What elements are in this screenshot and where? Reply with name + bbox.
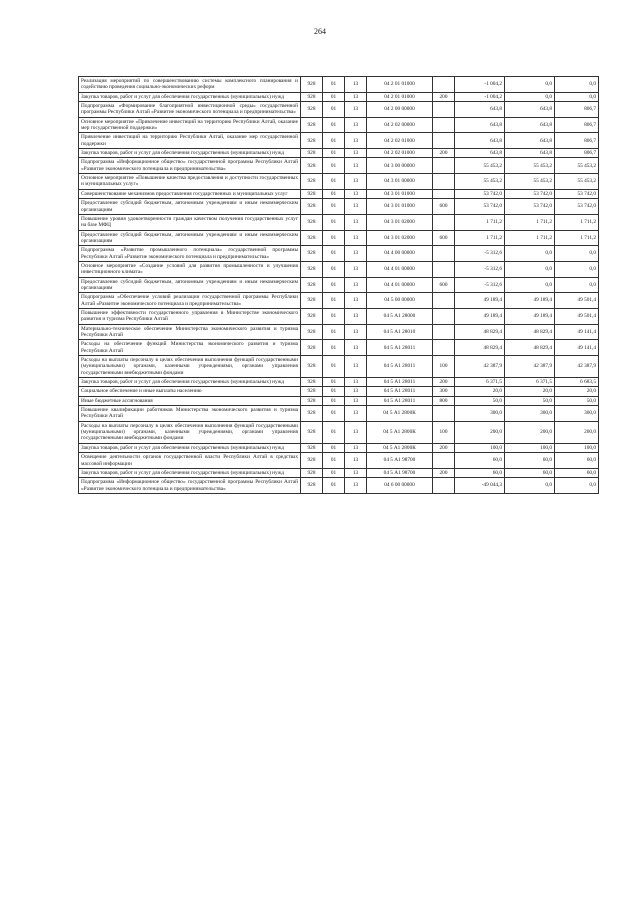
amount-year3-cell: 1 711,2 bbox=[555, 230, 599, 246]
section-cell: 01 bbox=[323, 102, 345, 118]
expense-type-cell bbox=[433, 158, 455, 174]
expense-type-cell bbox=[433, 324, 455, 340]
expense-type-cell bbox=[433, 174, 455, 190]
name-cell: Основное мероприятие «Создание условий для развития промышленности и улучшения инвестиционного климата» bbox=[79, 261, 301, 277]
amount-year3-cell: 60,0 bbox=[555, 468, 599, 477]
expense-type-cell: 800 bbox=[433, 396, 455, 405]
amount-year2-cell: 643,8 bbox=[505, 133, 555, 149]
amount-year2-cell: 42 387,9 bbox=[505, 356, 555, 378]
subsection-cell: 13 bbox=[345, 117, 367, 133]
kvsr-cell: 928 bbox=[301, 174, 323, 190]
section-cell: 01 bbox=[323, 396, 345, 405]
amount-year2-cell: 0,0 bbox=[505, 478, 555, 494]
kvsr-cell: 928 bbox=[301, 149, 323, 158]
table-row bbox=[79, 453, 599, 469]
subsection-cell: 13 bbox=[345, 77, 367, 93]
amount-year2-cell: 6 371,5 bbox=[505, 378, 555, 387]
amount-year2-cell: 49 189,4 bbox=[505, 308, 555, 324]
subsection-cell: 13 bbox=[345, 158, 367, 174]
target-article-cell: 04 5 00 00000 bbox=[367, 293, 433, 309]
table-row bbox=[79, 478, 599, 494]
table-row bbox=[79, 214, 599, 230]
table-row bbox=[79, 133, 599, 149]
target-article-cell: 04 2 02 01000 bbox=[367, 133, 433, 149]
page-number: 264 bbox=[314, 27, 326, 36]
amount-year2-cell: 49 189,4 bbox=[505, 293, 555, 309]
name-cell: Материально-техническое обеспечение Министерства экономического развития и туризма Республики Алтай bbox=[79, 324, 301, 340]
section-cell: 01 bbox=[323, 443, 345, 452]
subsection-cell: 13 bbox=[345, 133, 367, 149]
section-cell: 01 bbox=[323, 133, 345, 149]
kvsr-cell: 928 bbox=[301, 396, 323, 405]
kvsr-cell: 928 bbox=[301, 230, 323, 246]
amount-year1-cell: 55 453,2 bbox=[455, 158, 505, 174]
amount-year2-cell: 53 742,0 bbox=[505, 189, 555, 198]
section-cell: 01 bbox=[323, 246, 345, 262]
table-row bbox=[79, 308, 599, 324]
name-cell: Закупка товаров, работ и услуг для обеспечения государственных (муниципальных) нужд bbox=[79, 468, 301, 477]
expense-type-cell bbox=[433, 77, 455, 93]
kvsr-cell: 928 bbox=[301, 102, 323, 118]
amount-year3-cell: 49 501,4 bbox=[555, 308, 599, 324]
amount-year2-cell: 200,0 bbox=[505, 421, 555, 443]
amount-year2-cell: 300,0 bbox=[505, 406, 555, 422]
name-cell: Подпрограмма «Формирование благоприятной инвестиционной среды» государственной программы Республики Алтай «Развитие экономического потенциала и предпринимательства» bbox=[79, 102, 301, 118]
section-cell: 01 bbox=[323, 230, 345, 246]
name-cell: Повышение квалификации работников Министерства экономического развития и туризма Республики Алтай bbox=[79, 406, 301, 422]
amount-year2-cell: 0,0 bbox=[505, 261, 555, 277]
amount-year3-cell: 100,0 bbox=[555, 443, 599, 452]
target-article-cell: 04 5 А1 28011 bbox=[367, 356, 433, 378]
expense-type-cell bbox=[433, 478, 455, 494]
name-cell: Подпрограмма «Развитие промышленного потенциала» государственной программы Республики Алтай «Развитие экономического потенциала и предпринимательства» bbox=[79, 246, 301, 262]
amount-year2-cell: 60,0 bbox=[505, 468, 555, 477]
amount-year2-cell: 48 829,4 bbox=[505, 340, 555, 356]
table-row bbox=[79, 378, 599, 387]
table-row bbox=[79, 158, 599, 174]
amount-year1-cell: 200,0 bbox=[455, 421, 505, 443]
amount-year3-cell: 0,0 bbox=[555, 478, 599, 494]
table-row bbox=[79, 102, 599, 118]
table-row bbox=[79, 293, 599, 309]
target-article-cell: 04 2 01 01000 bbox=[367, 92, 433, 101]
kvsr-cell: 928 bbox=[301, 468, 323, 477]
amount-year1-cell: 643,8 bbox=[455, 149, 505, 158]
amount-year2-cell: 643,8 bbox=[505, 149, 555, 158]
subsection-cell: 13 bbox=[345, 246, 367, 262]
target-article-cell: 04 5 А1 28011 bbox=[367, 378, 433, 387]
expense-type-cell: 200 bbox=[433, 149, 455, 158]
section-cell: 01 bbox=[323, 453, 345, 469]
name-cell: Расходы на выплаты персоналу в целях обеспечения выполнения функций государственными (муниципальными) органами, казенными учреждениями, органами управления государственными внебюджетными фондами bbox=[79, 421, 301, 443]
amount-year3-cell: 20,0 bbox=[555, 387, 599, 396]
table-row bbox=[79, 77, 599, 93]
name-cell: Подпрограмма «Обеспечение условий реализации государственной программы Республики Алтай «Развитие экономического потенциала и предпринимательства» bbox=[79, 293, 301, 309]
amount-year2-cell: 0,0 bbox=[505, 92, 555, 101]
amount-year3-cell: 49 501,4 bbox=[555, 293, 599, 309]
table-row bbox=[79, 117, 599, 133]
expense-type-cell: 100 bbox=[433, 356, 455, 378]
expense-type-cell bbox=[433, 189, 455, 198]
amount-year3-cell: 0,0 bbox=[555, 246, 599, 262]
section-cell: 01 bbox=[323, 421, 345, 443]
amount-year2-cell: 48 829,4 bbox=[505, 324, 555, 340]
subsection-cell: 13 bbox=[345, 421, 367, 443]
table-row bbox=[79, 468, 599, 477]
amount-year3-cell: 60,0 bbox=[555, 453, 599, 469]
name-cell: Совершенствование механизмов предоставления государственных и муниципальных услуг bbox=[79, 189, 301, 198]
amount-year1-cell: -49 044,3 bbox=[455, 478, 505, 494]
table-row bbox=[79, 421, 599, 443]
amount-year1-cell: 42 387,9 bbox=[455, 356, 505, 378]
kvsr-cell: 928 bbox=[301, 117, 323, 133]
section-cell: 01 bbox=[323, 387, 345, 396]
subsection-cell: 13 bbox=[345, 189, 367, 198]
table-row bbox=[79, 387, 599, 396]
section-cell: 01 bbox=[323, 468, 345, 477]
amount-year3-cell: 42 387,9 bbox=[555, 356, 599, 378]
subsection-cell: 13 bbox=[345, 378, 367, 387]
expense-type-cell: 600 bbox=[433, 230, 455, 246]
target-article-cell: 04 5 А1 2800К bbox=[367, 443, 433, 452]
amount-year3-cell: 200,0 bbox=[555, 421, 599, 443]
budget-table-body bbox=[79, 77, 599, 494]
name-cell: Предоставление субсидий бюджетным, автономным учреждениям и иным некоммерческим организациям bbox=[79, 199, 301, 215]
section-cell: 01 bbox=[323, 324, 345, 340]
amount-year3-cell: 0,0 bbox=[555, 277, 599, 293]
table-row bbox=[79, 324, 599, 340]
section-cell: 01 bbox=[323, 406, 345, 422]
kvsr-cell: 928 bbox=[301, 189, 323, 198]
kvsr-cell: 928 bbox=[301, 158, 323, 174]
amount-year3-cell: 0,0 bbox=[555, 92, 599, 101]
amount-year3-cell: 49 141,4 bbox=[555, 324, 599, 340]
section-cell: 01 bbox=[323, 277, 345, 293]
expense-type-cell bbox=[433, 453, 455, 469]
name-cell: Привлечение инвестиций на территорию Республики Алтай, оказание мер государственной поддержки bbox=[79, 133, 301, 149]
target-article-cell: 04 5 А1 98700 bbox=[367, 468, 433, 477]
name-cell: Подпрограмма «Информационное общество» государственной программы Республики Алтай «Развитие экономического потенциала и предпринимательства» bbox=[79, 478, 301, 494]
expense-type-cell: 200 bbox=[433, 443, 455, 452]
kvsr-cell: 928 bbox=[301, 453, 323, 469]
name-cell: Закупка товаров, работ и услуг для обеспечения государственных (муниципальных) нужд bbox=[79, 443, 301, 452]
section-cell: 01 bbox=[323, 378, 345, 387]
table-row bbox=[79, 443, 599, 452]
target-article-cell: 04 5 А1 28011 bbox=[367, 396, 433, 405]
table-row bbox=[79, 149, 599, 158]
name-cell: Освещение деятельности органов государственной власти Республики Алтай в средствах массовой информации bbox=[79, 453, 301, 469]
amount-year1-cell: -5 312,6 bbox=[455, 261, 505, 277]
target-article-cell: 04 4 00 00000 bbox=[367, 246, 433, 262]
target-article-cell: 04 5 А1 28000 bbox=[367, 308, 433, 324]
target-article-cell: 04 6 00 00000 bbox=[367, 478, 433, 494]
table-row bbox=[79, 199, 599, 215]
amount-year1-cell: -1 004,2 bbox=[455, 77, 505, 93]
target-article-cell: 04 3 01 00000 bbox=[367, 174, 433, 190]
target-article-cell: 04 5 А1 28011 bbox=[367, 340, 433, 356]
table-row bbox=[79, 246, 599, 262]
table-row bbox=[79, 396, 599, 405]
target-article-cell: 04 3 01 02000 bbox=[367, 230, 433, 246]
amount-year1-cell: 643,8 bbox=[455, 133, 505, 149]
section-cell: 01 bbox=[323, 308, 345, 324]
subsection-cell: 13 bbox=[345, 396, 367, 405]
kvsr-cell: 928 bbox=[301, 92, 323, 101]
amount-year1-cell: 300,0 bbox=[455, 406, 505, 422]
section-cell: 01 bbox=[323, 189, 345, 198]
name-cell: Предоставление субсидий бюджетным, автономным учреждениям и иным некоммерческим организациям bbox=[79, 230, 301, 246]
amount-year2-cell: 100,0 bbox=[505, 443, 555, 452]
amount-year2-cell: 0,0 bbox=[505, 77, 555, 93]
amount-year1-cell: 53 742,0 bbox=[455, 199, 505, 215]
target-article-cell: 04 3 01 01000 bbox=[367, 189, 433, 198]
target-article-cell: 04 4 01 00000 bbox=[367, 277, 433, 293]
subsection-cell: 13 bbox=[345, 443, 367, 452]
expense-type-cell bbox=[433, 308, 455, 324]
subsection-cell: 13 bbox=[345, 453, 367, 469]
target-article-cell: 04 4 01 00000 bbox=[367, 261, 433, 277]
kvsr-cell: 928 bbox=[301, 378, 323, 387]
subsection-cell: 13 bbox=[345, 406, 367, 422]
target-article-cell: 04 5 А1 2800К bbox=[367, 406, 433, 422]
subsection-cell: 13 bbox=[345, 92, 367, 101]
amount-year1-cell: 643,8 bbox=[455, 117, 505, 133]
amount-year1-cell: 53 742,0 bbox=[455, 189, 505, 198]
target-article-cell: 04 3 01 02000 bbox=[367, 214, 433, 230]
amount-year3-cell: 300,0 bbox=[555, 406, 599, 422]
name-cell: Социальное обеспечение и иные выплаты населению bbox=[79, 387, 301, 396]
amount-year3-cell: 1 711,2 bbox=[555, 214, 599, 230]
amount-year3-cell: 0,0 bbox=[555, 77, 599, 93]
expense-type-cell bbox=[433, 293, 455, 309]
expense-type-cell: 200 bbox=[433, 92, 455, 101]
amount-year3-cell: 53 742,0 bbox=[555, 189, 599, 198]
amount-year2-cell: 1 711,2 bbox=[505, 230, 555, 246]
name-cell: Подпрограмма «Информационное общество» государственной программы Республики Алтай «Развитие экономического потенциала и предпринимательства» bbox=[79, 158, 301, 174]
amount-year1-cell: 49 189,4 bbox=[455, 293, 505, 309]
amount-year2-cell: 50,0 bbox=[505, 396, 555, 405]
expense-type-cell bbox=[433, 340, 455, 356]
amount-year2-cell: 643,8 bbox=[505, 117, 555, 133]
amount-year1-cell: 60,0 bbox=[455, 468, 505, 477]
table-row bbox=[79, 189, 599, 198]
amount-year2-cell: 55 453,2 bbox=[505, 174, 555, 190]
subsection-cell: 13 bbox=[345, 324, 367, 340]
target-article-cell: 04 5 А1 28011 bbox=[367, 387, 433, 396]
name-cell: Расходы на выплаты персоналу в целях обеспечения выполнения функций государственными (муниципальными) органами, казенными учреждениями, органами управления государственными внебюджетными фондами bbox=[79, 356, 301, 378]
subsection-cell: 13 bbox=[345, 102, 367, 118]
amount-year3-cell: 6 683,5 bbox=[555, 378, 599, 387]
amount-year3-cell: 806,7 bbox=[555, 133, 599, 149]
section-cell: 01 bbox=[323, 117, 345, 133]
amount-year1-cell: -1 004,2 bbox=[455, 92, 505, 101]
expense-type-cell bbox=[433, 214, 455, 230]
kvsr-cell: 928 bbox=[301, 277, 323, 293]
target-article-cell: 04 5 А1 28010 bbox=[367, 324, 433, 340]
target-article-cell: 04 2 02 01000 bbox=[367, 149, 433, 158]
subsection-cell: 13 bbox=[345, 199, 367, 215]
subsection-cell: 13 bbox=[345, 468, 367, 477]
kvsr-cell: 928 bbox=[301, 478, 323, 494]
target-article-cell: 04 3 00 00000 bbox=[367, 158, 433, 174]
amount-year1-cell: 6 371,5 bbox=[455, 378, 505, 387]
amount-year2-cell: 0,0 bbox=[505, 246, 555, 262]
kvsr-cell: 928 bbox=[301, 308, 323, 324]
expense-type-cell bbox=[433, 102, 455, 118]
subsection-cell: 13 bbox=[345, 356, 367, 378]
amount-year1-cell: 48 829,4 bbox=[455, 340, 505, 356]
table-row bbox=[79, 277, 599, 293]
expense-type-cell bbox=[433, 246, 455, 262]
table-row bbox=[79, 92, 599, 101]
name-cell: Иные бюджетные ассигнования bbox=[79, 396, 301, 405]
kvsr-cell: 928 bbox=[301, 133, 323, 149]
amount-year2-cell: 643,8 bbox=[505, 102, 555, 118]
expense-type-cell bbox=[433, 261, 455, 277]
section-cell: 01 bbox=[323, 158, 345, 174]
amount-year1-cell: -5 312,6 bbox=[455, 277, 505, 293]
expense-type-cell: 200 bbox=[433, 378, 455, 387]
name-cell: Предоставление субсидий бюджетным, автономным учреждениям и иным некоммерческим организациям bbox=[79, 277, 301, 293]
amount-year3-cell: 50,0 bbox=[555, 396, 599, 405]
kvsr-cell: 928 bbox=[301, 421, 323, 443]
target-article-cell: 04 2 01 01000 bbox=[367, 77, 433, 93]
amount-year2-cell: 1 711,2 bbox=[505, 214, 555, 230]
amount-year3-cell: 49 141,4 bbox=[555, 340, 599, 356]
name-cell: Расходы на обеспечение функций Министерства экономического развития и туризма Республики Алтай bbox=[79, 340, 301, 356]
subsection-cell: 13 bbox=[345, 340, 367, 356]
name-cell: Закупка товаров, работ и услуг для обеспечения государственных (муниципальных) нужд bbox=[79, 149, 301, 158]
expense-type-cell: 300 bbox=[433, 387, 455, 396]
subsection-cell: 13 bbox=[345, 214, 367, 230]
section-cell: 01 bbox=[323, 199, 345, 215]
amount-year2-cell: 53 742,0 bbox=[505, 199, 555, 215]
section-cell: 01 bbox=[323, 174, 345, 190]
expense-type-cell bbox=[433, 117, 455, 133]
subsection-cell: 13 bbox=[345, 293, 367, 309]
kvsr-cell: 928 bbox=[301, 293, 323, 309]
amount-year3-cell: 0,0 bbox=[555, 261, 599, 277]
section-cell: 01 bbox=[323, 261, 345, 277]
section-cell: 01 bbox=[323, 293, 345, 309]
kvsr-cell: 928 bbox=[301, 77, 323, 93]
amount-year3-cell: 53 742,0 bbox=[555, 199, 599, 215]
section-cell: 01 bbox=[323, 77, 345, 93]
name-cell: Основное мероприятие «Привлечение инвестиций на территорию Республики Алтай, оказание мер государственной поддержки» bbox=[79, 117, 301, 133]
expense-type-cell: 600 bbox=[433, 277, 455, 293]
expense-type-cell: 100 bbox=[433, 421, 455, 443]
kvsr-cell: 928 bbox=[301, 406, 323, 422]
kvsr-cell: 928 bbox=[301, 199, 323, 215]
subsection-cell: 13 bbox=[345, 277, 367, 293]
name-cell: Повышение уровня удовлетворенности граждан качеством получения государственных услуг на базе МФЦ bbox=[79, 214, 301, 230]
section-cell: 01 bbox=[323, 149, 345, 158]
target-article-cell: 04 2 02 00000 bbox=[367, 117, 433, 133]
section-cell: 01 bbox=[323, 92, 345, 101]
expense-type-cell: 200 bbox=[433, 468, 455, 477]
amount-year2-cell: 55 453,2 bbox=[505, 158, 555, 174]
expense-type-cell: 600 bbox=[433, 199, 455, 215]
subsection-cell: 13 bbox=[345, 387, 367, 396]
table-row bbox=[79, 174, 599, 190]
budget-table bbox=[78, 76, 599, 494]
subsection-cell: 13 bbox=[345, 261, 367, 277]
name-cell: Повышение эффективности государственного управления в Министерстве экономического развития и туризма Республики Алтай bbox=[79, 308, 301, 324]
amount-year2-cell: 0,0 bbox=[505, 277, 555, 293]
section-cell: 01 bbox=[323, 340, 345, 356]
table-row bbox=[79, 340, 599, 356]
target-article-cell: 04 3 01 01000 bbox=[367, 199, 433, 215]
subsection-cell: 13 bbox=[345, 308, 367, 324]
kvsr-cell: 928 bbox=[301, 356, 323, 378]
amount-year1-cell: 50,0 bbox=[455, 396, 505, 405]
amount-year3-cell: 806,7 bbox=[555, 117, 599, 133]
amount-year1-cell: 55 453,2 bbox=[455, 174, 505, 190]
subsection-cell: 13 bbox=[345, 149, 367, 158]
amount-year1-cell: 20,0 bbox=[455, 387, 505, 396]
amount-year1-cell: 49 189,4 bbox=[455, 308, 505, 324]
amount-year2-cell: 20,0 bbox=[505, 387, 555, 396]
kvsr-cell: 928 bbox=[301, 324, 323, 340]
amount-year1-cell: 1 711,2 bbox=[455, 214, 505, 230]
section-cell: 01 bbox=[323, 478, 345, 494]
amount-year1-cell: 100,0 bbox=[455, 443, 505, 452]
kvsr-cell: 928 bbox=[301, 443, 323, 452]
kvsr-cell: 928 bbox=[301, 261, 323, 277]
kvsr-cell: 928 bbox=[301, 387, 323, 396]
subsection-cell: 13 bbox=[345, 174, 367, 190]
amount-year3-cell: 55 453,2 bbox=[555, 174, 599, 190]
amount-year1-cell: 1 711,2 bbox=[455, 230, 505, 246]
kvsr-cell: 928 bbox=[301, 340, 323, 356]
amount-year3-cell: 55 453,2 bbox=[555, 158, 599, 174]
kvsr-cell: 928 bbox=[301, 214, 323, 230]
table-row bbox=[79, 356, 599, 378]
expense-type-cell bbox=[433, 406, 455, 422]
amount-year3-cell: 806,7 bbox=[555, 149, 599, 158]
target-article-cell: 04 5 А1 2800К bbox=[367, 421, 433, 443]
table-row bbox=[79, 230, 599, 246]
subsection-cell: 13 bbox=[345, 478, 367, 494]
target-article-cell: 04 2 00 00000 bbox=[367, 102, 433, 118]
name-cell: Закупка товаров, работ и услуг для обеспечения государственных (муниципальных) нужд bbox=[79, 92, 301, 101]
section-cell: 01 bbox=[323, 356, 345, 378]
subsection-cell: 13 bbox=[345, 230, 367, 246]
amount-year1-cell: -5 312,6 bbox=[455, 246, 505, 262]
amount-year2-cell: 60,0 bbox=[505, 453, 555, 469]
target-article-cell: 04 5 А1 98700 bbox=[367, 453, 433, 469]
kvsr-cell: 928 bbox=[301, 246, 323, 262]
expense-type-cell bbox=[433, 133, 455, 149]
section-cell: 01 bbox=[323, 214, 345, 230]
table-row bbox=[79, 406, 599, 422]
amount-year3-cell: 806,7 bbox=[555, 102, 599, 118]
name-cell: Основное мероприятие «Повышение качества предоставления и доступности государственных и муниципальных услуг» bbox=[79, 174, 301, 190]
amount-year1-cell: 48 829,4 bbox=[455, 324, 505, 340]
name-cell: Реализация мероприятий по совершенствованию системы комплексного планирования и содействию проведения социально-экономических реформ bbox=[79, 77, 301, 93]
table-row bbox=[79, 261, 599, 277]
amount-year1-cell: 643,8 bbox=[455, 102, 505, 118]
amount-year1-cell: 60,0 bbox=[455, 453, 505, 469]
name-cell: Закупка товаров, работ и услуг для обеспечения государственных (муниципальных) нужд bbox=[79, 378, 301, 387]
